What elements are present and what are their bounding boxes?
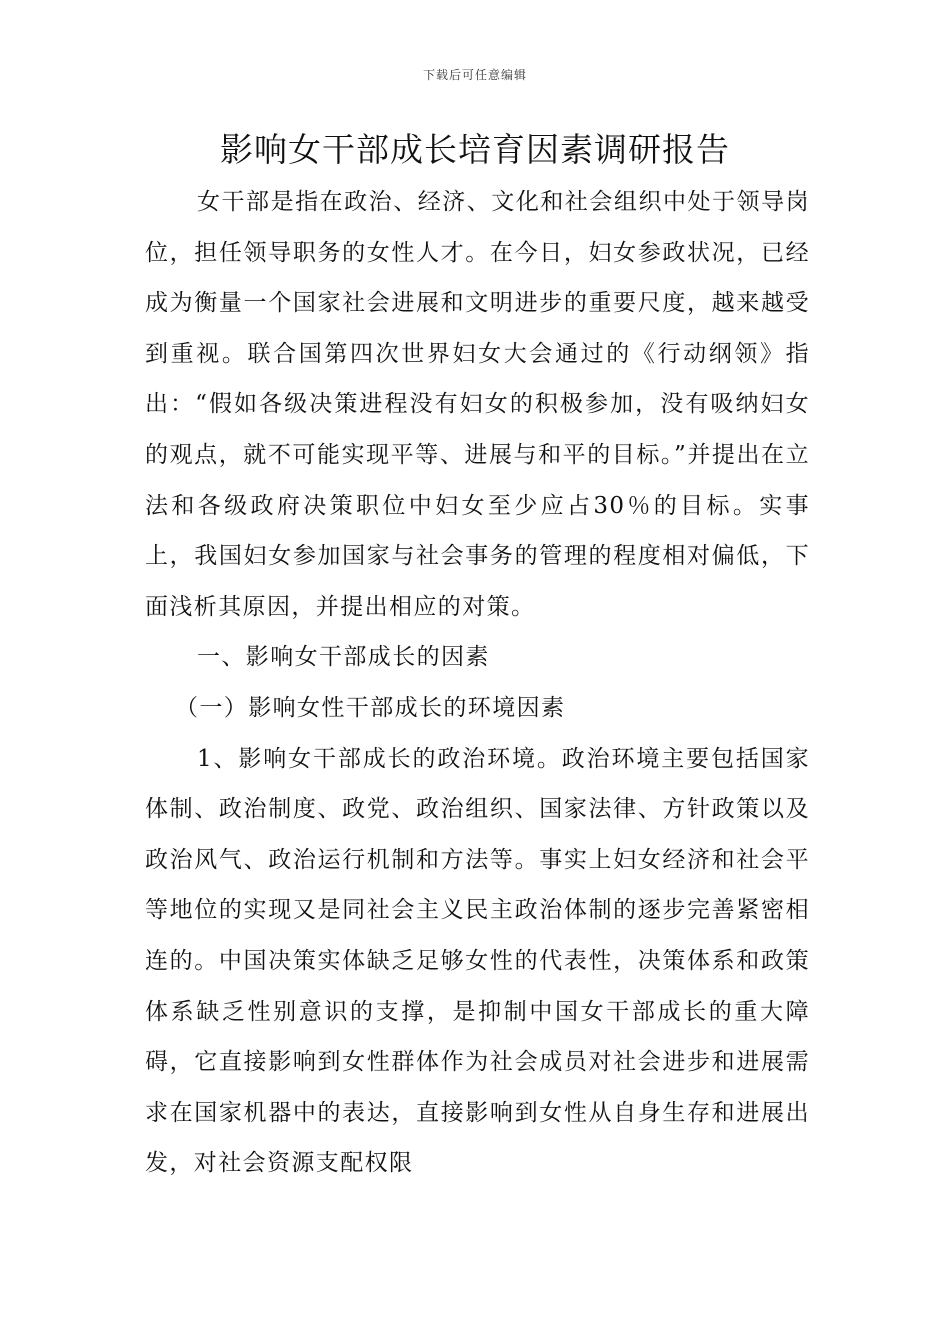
section-heading: 一、影响女干部成长的因素 — [197, 644, 490, 671]
document-body — [145, 177, 810, 1189]
document-title: 影响女干部成长培育因素调研报告 — [220, 130, 730, 169]
header-note: 下载后可任意编辑 — [422, 68, 527, 82]
body-paragraph: 1、影响女干部成长的政治环境。政治环境主要包括国家体制、政治制度、政党、政治组织、国家法律、方针政策以及政治风气、政治运行机制和方法等。事实上妇女经济和社会平等地位的实现又是同社会主义民主政治体制的逐步完善紧密相连的。中国决策实体缺乏足够女性的代表性，决策体系和政策体系缺乏性别意识的支撑，是抑制中国女干部成长的重大障碍，它直接影响到女性群体作为社会成员对社会进步和进展需求在国家机器中的表达，直接影响到女性从自身生存和进展出发，对社会资源支配权限 — [145, 745, 810, 1177]
subsection-heading: （一）影响女性干部成长的环境因素 — [175, 694, 566, 721]
intro-paragraph: 女干部是指在政治、经济、文化和社会组织中处于领导岗位，担任领导职务的女性人才。在今日，妇女参政状况，已经成为衡量一个国家社会进展和文明进步的重要尺度，越来越受到重视。联合国第四次世界妇女大会通过的《行动纲领》指出：“假如各级决策进程没有妇女的积极参加，没有吸纳妇女的观点，就不可能实现平等、进展与和平的目标。”并提出在立法和各级政府决策职位中妇女至少应占30％的目标。实事上，我国妇女参加国家与社会事务的管理的程度相对偏低，下面浅析其原因，并提出相应的对策。 — [145, 189, 810, 620]
